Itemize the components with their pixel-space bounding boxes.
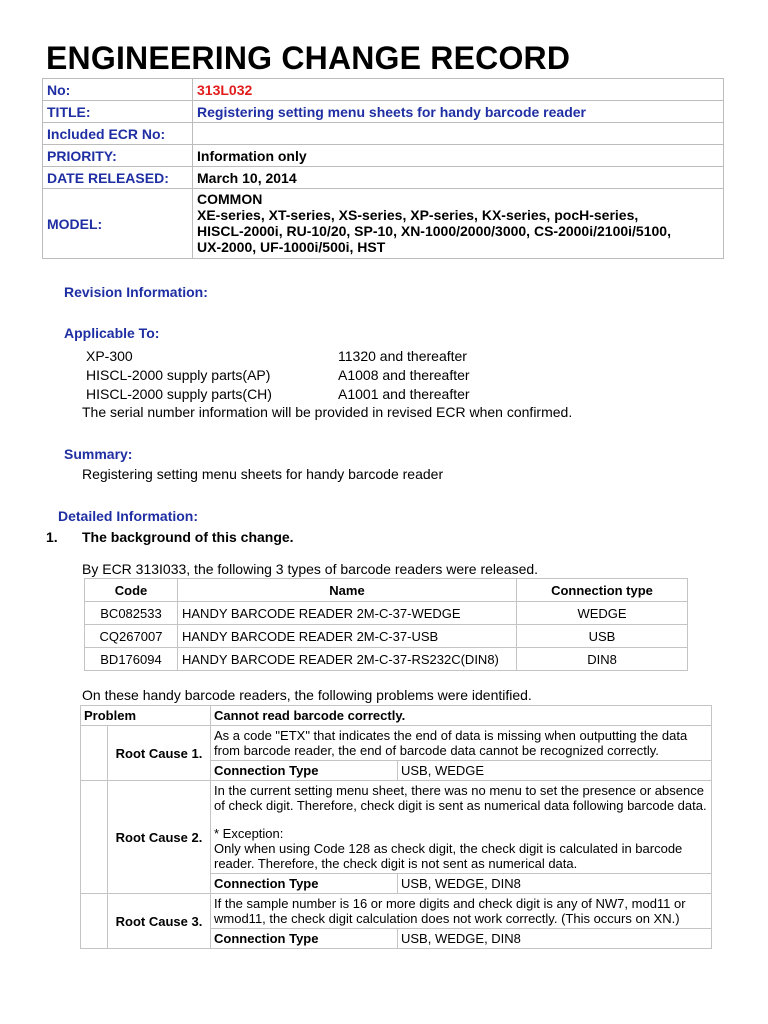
document-title: ENGINEERING CHANGE RECORD (46, 40, 571, 76)
revision-heading: Revision Information: (64, 284, 208, 300)
applicable-serial: 11320 and thereafter (338, 348, 467, 364)
col-header-code: Code (85, 579, 178, 602)
problem-table (80, 705, 712, 949)
model-line: UX-2000, UF-1000i/500i, HST (197, 239, 386, 255)
connection-type-label: Connection Type (211, 761, 398, 781)
title-value: Registering setting menu sheets for handy barcode reader (193, 101, 724, 123)
problem-text: Cannot read barcode correctly. (211, 706, 712, 726)
cell-code: BD176094 (85, 648, 178, 671)
model-line: COMMON (197, 191, 263, 207)
detailed-heading: Detailed Information: (58, 508, 199, 524)
title-label: TITLE: (43, 101, 193, 123)
applicable-note: The serial number information will be provided in revised ECR when confirmed. (82, 404, 573, 420)
table-row (85, 648, 688, 671)
root-cause-text: As a code "ETX" that indicates the end of data is missing when outputting the data from barcode reader, the end of barcode data cannot be recognized correctly. (211, 726, 712, 761)
header-table (42, 78, 724, 259)
applicable-serial: A1008 and thereafter (338, 367, 470, 383)
priority-value: Information only (193, 145, 724, 167)
table-row (85, 625, 688, 648)
connection-type-value: USB, WEDGE, DIN8 (398, 929, 712, 949)
cell-name: HANDY BARCODE READER 2M-C-37-WEDGE (178, 602, 517, 625)
cell-code: CQ267007 (85, 625, 178, 648)
table-row (85, 602, 688, 625)
no-value: 313L032 (193, 79, 724, 101)
applicable-item: XP-300 (86, 348, 133, 364)
indent-cell (81, 894, 108, 949)
col-header-name: Name (178, 579, 517, 602)
root-cause-text: In the current setting menu sheet, there was no menu to set the presence or absence of check digit. Therefore, check digit is sent as numerical data following barcode data. (214, 783, 707, 813)
barcode-reader-table (84, 578, 688, 671)
priority-label: PRIORITY: (43, 145, 193, 167)
connection-type-label: Connection Type (211, 929, 398, 949)
model-line: XE-series, XT-series, XS-series, XP-series, KX-series, pocH-series, (197, 207, 639, 223)
cell-name: HANDY BARCODE READER 2M-C-37-RS232C(DIN8) (178, 648, 517, 671)
cell-connection: USB (517, 625, 688, 648)
problem-label: Problem (81, 706, 211, 726)
model-label: MODEL: (43, 189, 193, 259)
codes-intro: By ECR 313I033, the following 3 types of barcode readers were released. (82, 561, 539, 577)
date-label: DATE RELEASED: (43, 167, 193, 189)
model-line: HISCL-2000i, RU-10/20, SP-10, XN-1000/2000/3000, CS-2000i/2100i/5100, (197, 223, 671, 239)
cell-connection: WEDGE (517, 602, 688, 625)
applicable-heading: Applicable To: (64, 325, 160, 341)
root-cause-label: Root Cause 2. (108, 781, 211, 894)
cell-name: HANDY BARCODE READER 2M-C-37-USB (178, 625, 517, 648)
applicable-item: HISCL-2000 supply parts(CH) (86, 386, 272, 402)
item-title: The background of this change. (82, 529, 294, 545)
model-value (193, 189, 724, 259)
cell-connection: DIN8 (517, 648, 688, 671)
ecr-label: Included ECR No: (43, 123, 193, 145)
item-number: 1. (46, 529, 58, 545)
connection-type-label: Connection Type (211, 874, 398, 894)
applicable-serial: A1001 and thereafter (338, 386, 470, 402)
col-header-connection: Connection type (517, 579, 688, 602)
summary-heading: Summary: (64, 446, 133, 462)
no-label: No: (43, 79, 193, 101)
connection-type-value: USB, WEDGE, DIN8 (398, 874, 712, 894)
exception-label: * Exception: (214, 826, 284, 841)
date-value: March 10, 2014 (193, 167, 724, 189)
root-cause-text: If the sample number is 16 or more digits and check digit is any of NW7, mod11 or wmod11, the check digit calculation does not work correctly. (This occurs on XN.) (211, 894, 712, 929)
indent-cell (81, 726, 108, 781)
ecr-value (193, 123, 724, 145)
cell-code: BC082533 (85, 602, 178, 625)
problems-intro: On these handy barcode readers, the following problems were identified. (82, 687, 532, 703)
indent-cell (81, 781, 108, 894)
root-cause-body (211, 781, 712, 874)
exception-text: Only when using Code 128 as check digit, the check digit is calculated in barcode reader. Therefore, the check digit is not sent as numerical data. (214, 841, 683, 871)
root-cause-label: Root Cause 3. (108, 894, 211, 949)
summary-text: Registering setting menu sheets for handy barcode reader (82, 466, 444, 482)
root-cause-label: Root Cause 1. (108, 726, 211, 781)
connection-type-value: USB, WEDGE (398, 761, 712, 781)
applicable-item: HISCL-2000 supply parts(AP) (86, 367, 271, 383)
